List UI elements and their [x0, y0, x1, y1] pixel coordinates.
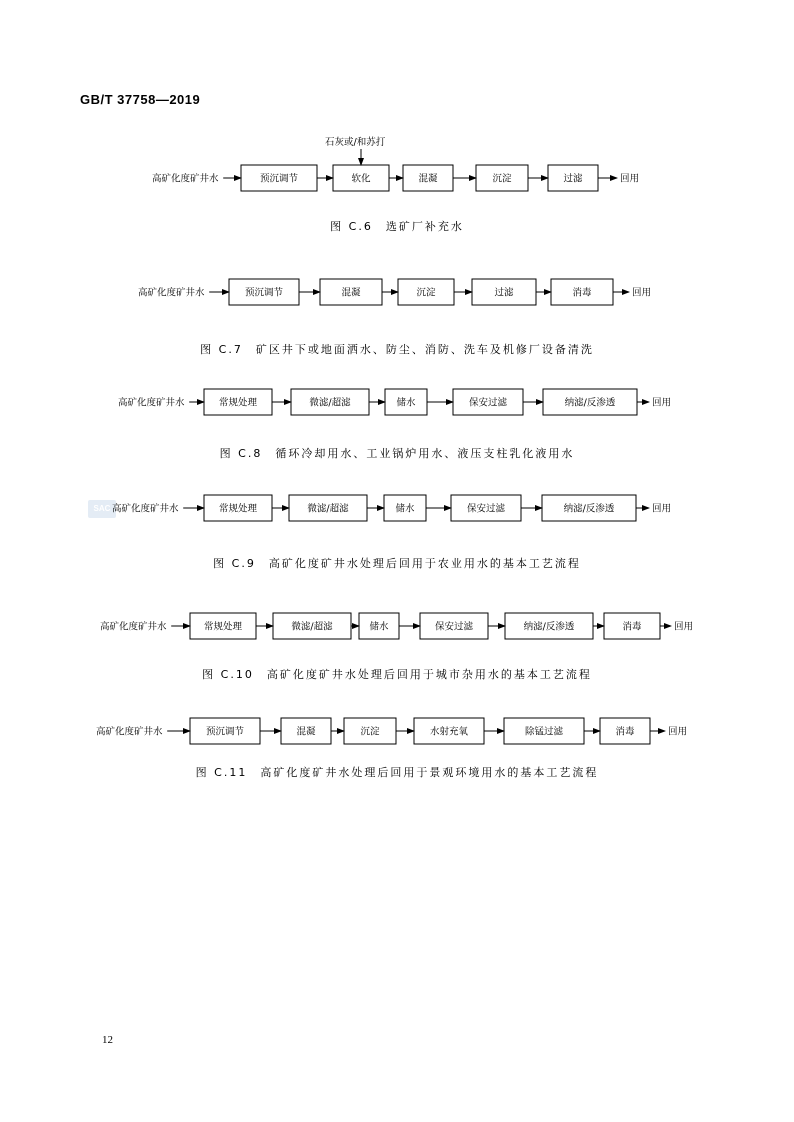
- process-step-label: 常规处理: [218, 397, 258, 409]
- process-step-label: 纳滤/反渗透: [523, 621, 575, 633]
- process-step-label: 混凝: [418, 173, 438, 185]
- source-label: 高矿化度矿井水: [100, 621, 167, 633]
- process-step-label: 沉淀: [492, 173, 512, 185]
- figure-caption: 图 C.11 高矿化度矿井水处理后回用于景观环境用水的基本工艺流程: [195, 766, 599, 779]
- process-step-label: 常规处理: [218, 503, 258, 515]
- output-label: 回用: [620, 173, 640, 185]
- output-label: 回用: [632, 287, 652, 299]
- process-step-label: 消毒: [622, 621, 642, 633]
- chemical-annotation: 石灰或/和苏打: [325, 137, 386, 148]
- process-step-label: 保安过滤: [466, 503, 506, 515]
- flow-figure: [96, 718, 687, 779]
- process-step-label: 混凝: [296, 726, 316, 738]
- source-label: 高矿化度矿井水: [152, 173, 219, 185]
- process-step-label: 消毒: [615, 726, 635, 738]
- source-label: 高矿化度矿井水: [118, 397, 185, 409]
- process-step-label: 水射充氧: [429, 726, 469, 738]
- process-step-label: 纳滤/反渗透: [563, 503, 615, 515]
- page-number: 12: [102, 1034, 113, 1046]
- flow-figure: [138, 279, 651, 356]
- process-step-label: 微滤/超滤: [309, 397, 351, 409]
- process-step-label: 常规处理: [203, 621, 243, 633]
- flow-figure: [118, 389, 671, 460]
- figure-caption: 图 C.9 高矿化度矿井水处理后回用于农业用水的基本工艺流程: [213, 557, 581, 570]
- process-step-label: 纳滤/反渗透: [564, 397, 616, 409]
- process-step-label: 储水: [395, 503, 415, 515]
- source-label: 高矿化度矿井水: [138, 287, 205, 299]
- process-step-label: 预沉调节: [244, 287, 284, 299]
- process-step-label: 预沉调节: [205, 726, 245, 738]
- figure-caption: 图 C.7 矿区井下或地面洒水、防尘、消防、洗车及机修厂设备清洗: [200, 343, 594, 356]
- process-step-label: 消毒: [572, 287, 592, 299]
- figure-caption: 图 C.10 高矿化度矿井水处理后回用于城市杂用水的基本工艺流程: [202, 668, 592, 681]
- process-step-label: 沉淀: [416, 287, 436, 299]
- process-step-label: 微滤/超滤: [291, 621, 333, 633]
- process-step-label: 储水: [369, 621, 389, 633]
- flow-figure: [152, 136, 639, 233]
- output-label: 回用: [652, 503, 672, 515]
- sac-watermark: SAC: [88, 500, 116, 518]
- process-step-label: 保安过滤: [434, 621, 474, 633]
- document-header: GB/T 37758—2019: [80, 92, 201, 107]
- process-step-label: 软化: [351, 173, 371, 185]
- process-step-label: 除锰过滤: [524, 726, 564, 738]
- process-step-label: 过滤: [494, 287, 514, 299]
- source-label: 高矿化度矿井水: [112, 503, 179, 515]
- process-step-label: 保安过滤: [468, 397, 508, 409]
- flow-figure: [112, 495, 671, 570]
- output-label: 回用: [652, 397, 672, 409]
- process-step-label: 储水: [396, 397, 416, 409]
- source-label: 高矿化度矿井水: [96, 726, 163, 738]
- process-step-label: 预沉调节: [259, 173, 299, 185]
- process-step-label: 混凝: [341, 287, 361, 299]
- figure-caption: 图 C.6 选矿厂补充水: [330, 220, 464, 233]
- figure-caption: 图 C.8 循环冷却用水、工业锅炉用水、液压支柱乳化液用水: [219, 447, 575, 460]
- flow-figure: [100, 613, 693, 681]
- process-step-label: 微滤/超滤: [307, 503, 349, 515]
- process-step-label: 过滤: [563, 173, 583, 185]
- process-step-label: 沉淀: [360, 726, 380, 738]
- output-label: 回用: [668, 726, 688, 738]
- output-label: 回用: [674, 621, 694, 633]
